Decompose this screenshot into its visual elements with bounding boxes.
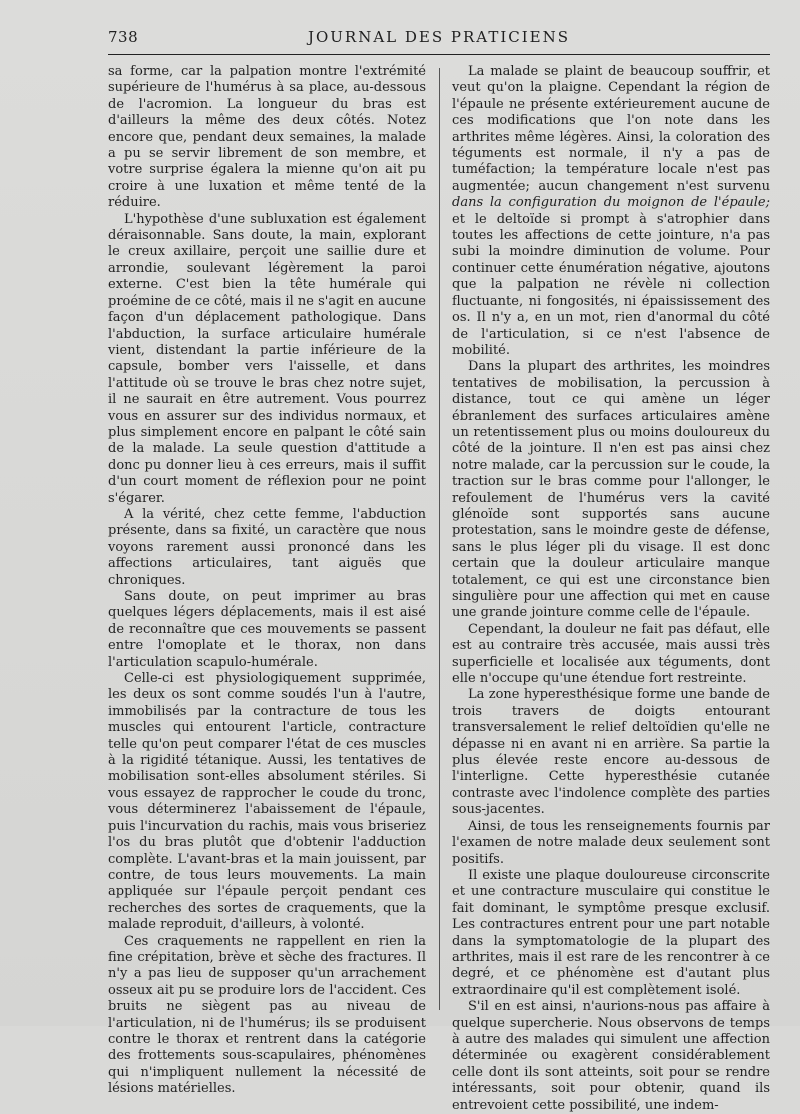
paragraph: A la vérité, chez cette femme, l'abduction présente, dans sa fixité, un caractère que nous voyons rarement aussi prononcé dans les affections articulaires, tant aiguës que chroniques. [108,506,426,588]
paragraph: L'hypothèse d'une subluxation est également déraisonnable. Sans doute, la main, explorant le creux axillaire, perçoit une saillie dure et arrondie, soulevant légèrement la paroi externe. C'est bien la tête humérale qui proémine de ce côté, mais il ne s'agit en aucune façon d'un déplacement pathologique. Dans l'abduction, la surface articulaire humérale vient, distendant la partie inférieure de la capsule, bomber vers l'aisselle, et dans l'attitude où se trouve le bras chez notre sujet, il ne saurait en être autrement. Vous pourrez vous en assurer sur des individus normaux, et plus simplement encore en palpant le côté sain de la malade. La seule question d'attitude a donc pu donner lieu à ces erreurs, mais il suffit d'un court moment de réflexion pour ne point s'égarer. [108,211,426,506]
paragraph: La zone hyperesthésique forme une bande de trois travers de doigts entourant transversalement le relief deltoïdien qu'elle ne dépasse ni en avant ni en arrière. Sa partie la plus élevée reste encore au-dessous de l'interligne. Cette hyperesthésie cutanée contraste avec l'indolence complète des parties sous-jacentes. [452,687,770,818]
right-column [452,64,770,1113]
paragraph: Ainsi, de tous les renseignements fournis par l'examen de notre malade deux seulement sont positifs. [452,818,770,867]
italic-phrase: dans la configuration du moignon de l'épaule; [452,195,770,211]
paragraph-text: La malade se plaint de beaucoup souffrir, et veut qu'on la plaigne. Cependant la région de l'épaule ne présente extérieurement aucune de ces modifications que l'on note dans les arthrites même légères. Ainsi, la coloration des téguments est normale, il n'y a pas de tuméfaction; la température locale n'est pas augmentée; aucun changement n'est survenu [452,64,770,194]
header-rule [108,54,770,55]
running-title: JOURNAL DES PRATICIENS [307,28,571,46]
text-columns [108,64,773,1113]
paragraph [452,64,770,359]
paragraph: Dans la plupart des arthrites, les moindres tentatives de mobilisation, la percussion à distance, tout ce qui amène un léger ébranlement des surfaces articulaires amène un retentissement plus ou moins douloureux du côté de la jointure. Il n'en est pas ainsi chez notre malade, car la percussion sur le coude, la traction sur le bras comme pour l'allonger, le refoulement de l'humérus vers la cavité glénoïde sont supportés sans aucune protestation, sans le moindre geste de défense, sans le plus léger pli du visage. Il est donc certain que la douleur articulaire manque totalement, ce qui est une circonstance bien singulière pour une affection qui met en cause une grande jointure comme celle de l'épaule. [452,359,770,621]
page-number: 738 [108,28,139,46]
paragraph: Sans doute, on peut imprimer au bras quelques légers déplacements, mais il est aisé de reconnaître que ces mouvements se passent entre l'omoplate et le thorax, non dans l'articulation scapulo-humérale. [108,589,426,670]
column-divider [439,68,440,1010]
paragraph: sa forme, car la palpation montre l'extrémité supérieure de l'humérus à sa place, au-dessous de l'acromion. La longueur du bras est d'ailleurs la même des deux côtés. Notez encore que, pendant deux semaines, la malade a pu se servir librement de son membre, et votre surprise égalera la mienne qu'on ait pu croire à une luxation et même tenté de la réduire. [108,64,426,211]
paragraph-text: et le deltoïde si prompt à s'atrophier dans toutes les affections de cette jointure, n'a pas subi la moindre diminution de volume. Pour continuer cette énumération négative, ajoutons que la palpation ne révèle ni collection fluctuante, ni fongosités, ni épaississement des os. Il n'y a, en un mot, rien d'anormal du côté de l'articulation, si ce n'est l'absence de mobilité. [452,211,770,358]
paragraph: S'il en est ainsi, n'aurions-nous pas affaire à quelque supercherie. Nous observons de temps à autre des malades qui simulent une affection déterminée ou exagèrent considérablement celle dont ils sont atteints, soit pour se rendre intéressants, soit pour obtenir, quand ils entrevoient cette possibilité, une indem- [452,999,770,1113]
left-column [108,64,426,1097]
paragraph: Celle-ci est physiologiquement supprimée, les deux os sont comme soudés l'un à l'autre, immobilisés par la contracture de tous les muscles qui entourent l'article, contracture telle qu'on peut comparer l'état de ces muscles à la rigidité tétanique. Aussi, les tentatives de mobilisation sont-elles absolument stériles. Si vous essayez de rapprocher le coude du tronc, vous déterminerez l'abaissement de l'épaule, puis l'incurvation du rachis, mais vous briseriez l'os du bras plutôt que d'obtenir l'adduction complète. L'avant-bras et la main jouissent, par contre, de tous leurs mouvements. La main appliquée sur l'épaule perçoit pendant ces recherches des sortes de craquements, que la malade reproduit, d'ailleurs, à volonté. [108,671,426,933]
page-header [108,28,770,52]
paragraph: Cependant, la douleur ne fait pas défaut, elle est au contraire très accusée, mais aussi très superficielle et localisée aux téguments, dont elle n'occupe qu'une étendue fort restreinte. [452,621,770,687]
paragraph: Il existe une plaque douloureuse circonscrite et une contracture musculaire qui constitue le fait dominant, le symptôme presque exclusif. Les contractures entrent pour une part notable dans la symptomatologie de la plupart des arthrites, mais il est rare de les rencontrer à ce degré, et ce phénomène est d'autant plus extraordinaire qu'il est complètement isolé. [452,867,770,998]
paragraph: Ces craquements ne rappellent en rien la fine crépitation, brève et sèche des fractures. Il n'y a pas lieu de supposer qu'un arrachement osseux ait pu se produire lors de l'accident. Ces bruits ne siègent pas au niveau de l'articulation, ni de l'humérus; ils se produisent contre le thorax et rentrent dans la catégorie des frottements sous-scapulaires, phénomènes qui n'impliquent nullement la nécessité de lésions matérielles. [108,933,426,1097]
